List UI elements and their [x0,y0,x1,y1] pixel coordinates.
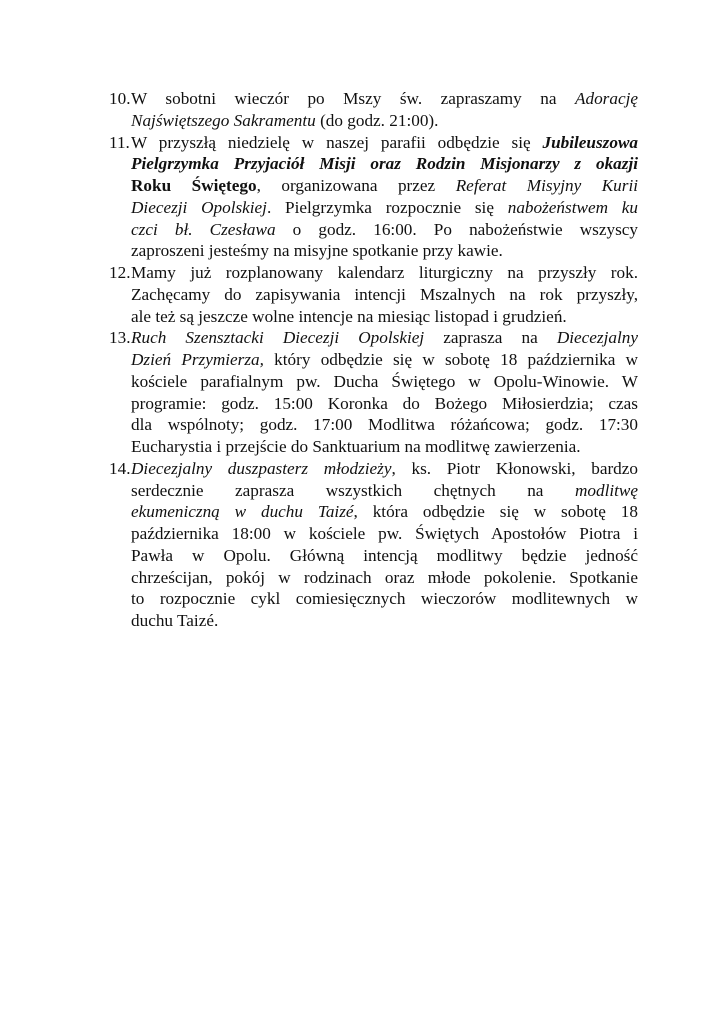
announcement-item [109,88,638,132]
text-run: W sobotni wieczór po Mszy św. zapraszamy na [131,89,575,108]
emphasized-text: Adorację [574,89,638,108]
text-run: października 18:00 w kościele pw. Świętych Apostołów Piotra i [131,524,638,543]
text-run: o godz. 16:00. Po nabożeństwie wszyscy [275,219,638,239]
item-text [131,327,638,458]
emphasized-text: Diecezjalny duszpasterz młodzieży [131,458,392,478]
emphasized-text: Najświętszego Sakramentu [131,110,316,130]
text-run: serdecznie zaprasza wszystkich chętnych na [131,480,575,500]
announcement-item [109,262,638,327]
text-run: . Pielgrzymka rozpocznie się [266,197,508,217]
text-run: Eucharystia i przejście do Sanktuarium na modlitwę zawierzenia. [131,437,581,456]
item-text [131,458,638,632]
announcements-list [109,88,638,632]
text-line [131,393,638,415]
text-line [131,610,638,632]
text-run: zaproszeni jesteśmy na misyjne spotkanie przy kawie. [131,241,503,261]
text-run: który odbędzie się w sobotę 18 października w [263,350,638,369]
text-line [131,284,638,306]
text-line [131,88,638,110]
text-line [131,110,638,132]
item-number: 13. [109,328,131,348]
text-line [131,153,638,175]
text-line [131,545,638,567]
text-run: , która odbędzie się w sobotę 18 [353,502,638,522]
item-number: 10. [109,89,131,108]
item-text [131,262,638,327]
text-run: (do godz. 21:00). [315,110,439,130]
item-number: 12. [109,263,131,282]
text-line [131,262,638,284]
text-run: dla wspólnoty; godz. 17:00 Modlitwa różańcowa; godz. 17:30 [131,415,638,435]
text-run: chrześcijan, pokój w rodzinach oraz młode pokolenie. Spotkanie [131,567,638,587]
text-run: , ks. Piotr Kłonowski, bardzo [391,458,638,478]
text-line [131,349,638,371]
announcement-item [109,132,638,263]
text-run: Pawła w Opolu. Główną intencją modlitwy będzie jedność [131,545,638,565]
text-run: to rozpocznie cykl comiesięcznych wieczorów modlitewnych w [131,589,638,609]
text-line [131,501,638,523]
emphasized-text: Referat Misyjny Kurii [455,176,639,195]
text-line [131,567,638,589]
text-run: duchu Taizé. [131,611,219,630]
item-number: 11. [109,132,130,152]
emphasized-text: Ruch Szensztacki Diecezji Opolskiej [131,328,425,348]
text-line [131,458,638,480]
emphasized-text: Diecezji Opolskiej [131,197,267,217]
emphasized-text: Diecezjalny [556,328,638,348]
text-line [131,240,638,262]
emphasized-text: Jubileuszowa [542,132,638,152]
item-text [131,88,638,132]
item-number: 14. [109,458,131,478]
text-run: Mamy już rozplanowany kalendarz liturgiczny na przyszły rok. [131,263,638,282]
text-run: W przyszłą niedzielę w naszej parafii odbędzie się [131,132,543,152]
emphasized-text: czci bł. Czesława [131,219,276,239]
emphasized-text: Roku Świętego [131,176,257,195]
text-line [131,219,638,241]
text-run: zaprasza na [424,328,557,348]
text-run: programie: godz. 15:00 Koronka do Bożego Miłosierdzia; czas [131,393,638,413]
text-line [131,436,638,458]
text-line [131,480,638,502]
announcement-item [109,458,638,632]
announcement-item [109,327,638,458]
text-line [131,175,638,197]
text-line [131,371,638,393]
text-line [131,327,638,349]
text-line [131,197,638,219]
emphasized-text: ekumeniczną w duchu Taizé [131,502,354,522]
emphasized-text: Dzień Przymierza, [131,350,264,369]
text-line [131,306,638,328]
text-run: Zachęcamy do zapisywania intencji Mszalnych na rok przyszły, [131,284,638,304]
item-text [131,132,638,263]
text-line [131,523,638,545]
emphasized-text: modlitwę [574,480,638,500]
text-line [131,588,638,610]
emphasized-text: Pielgrzymka Przyjaciół Misji oraz Rodzin Misjonarzy z okazji [131,154,638,174]
text-run: ale też są jeszcze wolne intencje na miesiąc listopad i grudzień. [131,306,567,326]
text-line [131,414,638,436]
emphasized-text: nabożeństwem ku [507,197,638,217]
text-run: kościele parafialnym pw. Ducha Świętego w Opolu-Winowie. W [131,371,638,391]
text-line [131,132,638,154]
text-run: , organizowana przez [256,176,456,195]
